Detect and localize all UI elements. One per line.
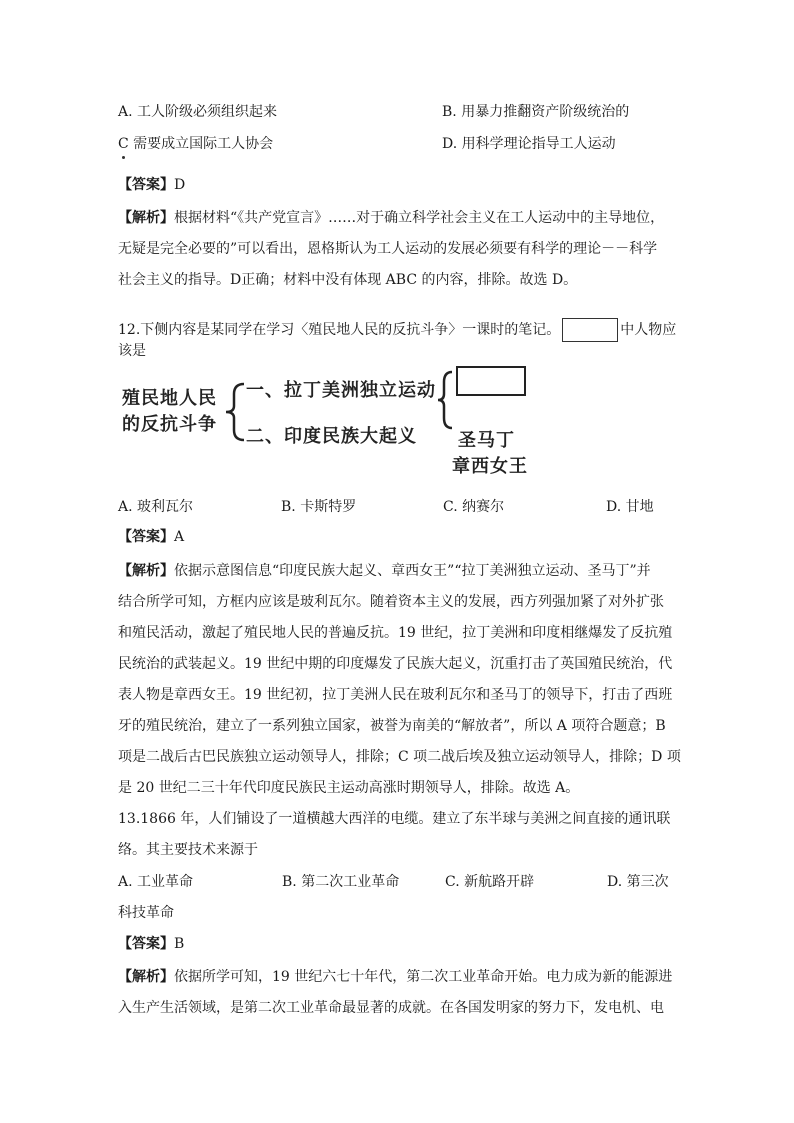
- q12-stem-line-2: 该是: [118, 343, 146, 359]
- q12-analysis-line-6: 牙的殖民统治，建立了一系列独立国家，被誉为南美的“解放者”，所以 A 项符合题意；B: [118, 718, 666, 734]
- analysis-text: 依据示意图信息“印度民族大起义、章西女王”“拉丁美洲独立运动、圣马丁”并: [174, 563, 651, 579]
- answer-label: 【答案】: [118, 529, 174, 545]
- answer-label: 【答案】: [118, 177, 174, 193]
- q12-analysis-line-4: 民统治的武装起义。19 世纪中期的印度爆发了民族大起义，沉重打击了英国殖民统治，代: [118, 656, 673, 672]
- analysis-label: 【解析】: [118, 210, 174, 226]
- q12-analysis-line-3: 和殖民活动，激起了殖民地人民的普遍反抗。19 世纪，拉丁美洲和印度相继爆发了反抗殖: [118, 625, 673, 641]
- left-brace-icon: [224, 382, 248, 442]
- q12-option-c: C. 纳赛尔: [443, 499, 505, 515]
- q12-stem-line-1: [118, 318, 676, 342]
- diagram-branch-1: 一、拉丁美洲独立运动: [246, 380, 436, 401]
- q11-analysis-line-1: [118, 208, 664, 228]
- q12-stem-text: 12.下侧内容是某同学在学习〈殖民地人民的反抗斗争〉一课时的笔记。: [118, 322, 561, 338]
- diagram-leaf-1: 圣马丁: [458, 430, 515, 451]
- answer-value: A: [174, 529, 185, 545]
- q12-option-a: A. 玻利瓦尔: [118, 499, 194, 515]
- q12-analysis-line-2: 结合所学可知，方框内应该是玻利瓦尔。随着资本主义的发展，西方列强加紧了对外扩张: [118, 594, 664, 610]
- q12-analysis-line-7: 项是二战后古巴民族独立运动领导人，排除；C 项二战后埃及独立运动领导人，排除；D 项: [118, 749, 681, 765]
- q13-analysis-line-2: 入生产生活领域，是第二次工业革命最显著的成就。在各国发明家的努力下，发电机、电: [118, 1000, 664, 1016]
- q13-stem-line-1: 13.1866 年，人们铺设了一道横越大西洋的电缆。建立了东半球与美洲之间直接的通讯联: [118, 811, 671, 827]
- answer-value: B: [174, 936, 185, 952]
- q12-analysis-line-8: 是 20 世纪二三十年代印度民族民主运动高涨时期领导人，排除。故选 A。: [118, 780, 580, 796]
- analysis-text: 依据所学可知，19 世纪六七十年代，第二次工业革命开始。电力成为新的能源进: [174, 969, 673, 985]
- analysis-label: 【解析】: [118, 969, 174, 985]
- q12-answer: [118, 527, 184, 547]
- analysis-label: 【解析】: [118, 563, 174, 579]
- q12-option-b: B. 卡斯特罗: [281, 499, 357, 515]
- q13-stem-line-2: 络。其主要技术来源于: [118, 842, 258, 858]
- diagram-branch-2: 二、印度民族大起义: [246, 426, 417, 447]
- q13-option-a: A. 工业革命: [118, 874, 194, 890]
- diagram-root-line-2: 的反抗斗争: [122, 414, 217, 435]
- diagram-root-line-1: 殖民地人民: [122, 388, 217, 409]
- answer-value: D: [174, 177, 186, 193]
- answer-blank-box: [562, 318, 618, 342]
- q11-option-b: B. 用暴力推翻资产阶级统治的: [442, 104, 630, 120]
- q12-notes-diagram: [118, 370, 538, 480]
- q13-option-c: C. 新航路开辟: [445, 874, 535, 890]
- q11-answer: [118, 175, 185, 195]
- q11-option-a: A. 工人阶级必须组织起来: [118, 104, 278, 120]
- q12-stem-text-2: 中人物应: [620, 322, 677, 338]
- q13-option-d-continued: 科技革命: [118, 905, 174, 921]
- q11-analysis-line-3: 社会主义的指导。D正确；材料中没有体现 ABC 的内容，排除。故选 D。: [118, 272, 578, 288]
- q13-option-d: D. 第三次: [607, 874, 669, 890]
- q13-answer: [118, 934, 184, 954]
- q13-option-b: B. 第二次工业革命: [282, 874, 400, 890]
- q12-option-d: D. 甘地: [606, 499, 654, 515]
- answer-label: 【答案】: [118, 936, 174, 952]
- stray-dot: [122, 156, 125, 159]
- diagram-leaf-2: 章西女王: [452, 456, 528, 477]
- q13-analysis-line-1: [118, 967, 672, 987]
- blank-answer-box: [456, 366, 526, 396]
- right-brace-icon: [436, 370, 456, 430]
- analysis-text: 根据材料“《共产党宣言》……对于确立科学社会主义在工人运动中的主导地位，: [174, 210, 665, 226]
- q11-option-d: D. 用科学理论指导工人运动: [442, 136, 616, 152]
- q11-analysis-line-2: 无疑是完全必要的”可以看出，恩格斯认为工人运动的发展必须要有科学的理论－－科学: [118, 241, 658, 257]
- q12-analysis-line-1: [118, 561, 651, 581]
- q12-analysis-line-5: 表人物是章西女王。19 世纪初，拉丁美洲人民在玻利瓦尔和圣马丁的领导下，打击了西班: [118, 687, 673, 703]
- q11-option-c: C 需要成立国际工人协会: [118, 136, 274, 152]
